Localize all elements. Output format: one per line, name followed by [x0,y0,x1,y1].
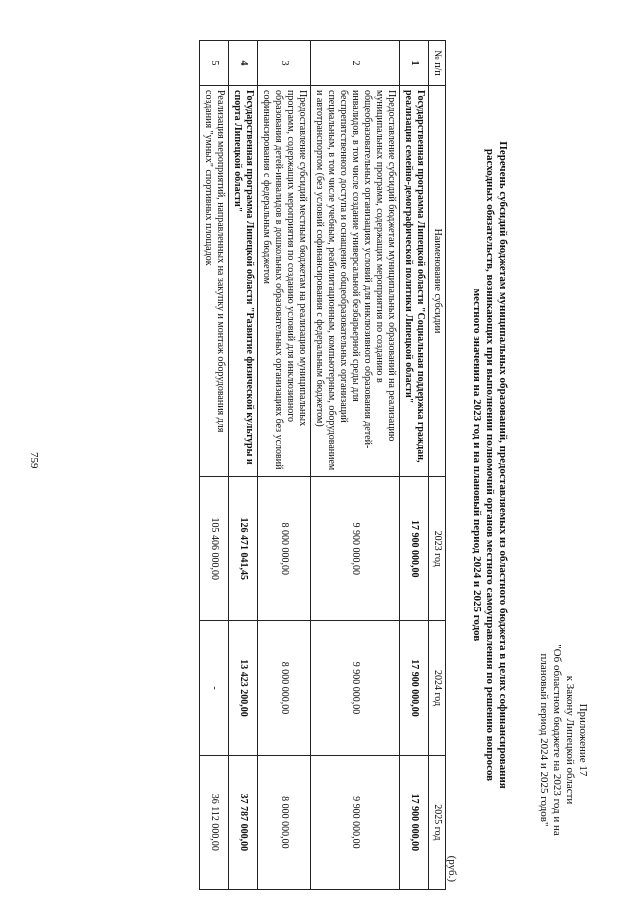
row-2025: 17 900 000,00 [400,755,429,889]
header-2025: 2025 год [429,755,446,889]
unit-label: (руб.) [446,855,458,882]
row-2024: 17 900 000,00 [400,621,429,755]
row-2025: 8 000 000,00 [258,755,311,889]
row-2024: 13 423 200,00 [229,621,258,755]
title-line-2: расходных обязательств, возникающих при выполнении полномочий органов местного самоуправления по решению вопросов [484,148,496,782]
row-2025: 36 112 000,00 [200,755,229,889]
row-number: 2 [311,41,400,86]
row-name: Предоставление субсидий местным бюджетам на реализацию муниципальных программ, содержащих мероприятия по созданию условий для инклюзивного образования детей-инвалидов в дошкольных образовательных организациях без условий софинансирования с федеральным бюджетом [258,86,311,477]
annex-line-3: "Об областном бюджете на 2023 год и на [551,644,563,836]
header-2024: 2024 год [429,621,446,755]
table-row [200,41,229,890]
row-name: Реализация мероприятий, направленных на закупку и монтаж оборудования для создания "умных" спортивных площадок [200,86,229,477]
title-line-3: местного значения на 2023 год и на плановый период 2024 и 2025 годов [471,288,483,642]
table-row [258,41,311,890]
table-row [400,41,429,890]
row-2025: 9 900 000,00 [311,755,400,889]
row-name: Предоставление субсидий бюджетам муниципальных образований на реализацию муниципальных программ, содержащих мероприятия по созданию в общеобразовательных организациях условий для инклюзивного образования детей-инвалидов, в том числе создание универсальной безбарьерной среды для беспрепятственного доступа и оснащение общеобразовательных организаций специальным, в том числе учебным, реабилитационным, компьютерным, оборудованием и автотранспортом (без условий софинансирования с федеральным бюджетом) [311,86,400,477]
annex-line-2: к Закону Липецкой области [564,675,576,805]
table-header-row [429,41,446,890]
row-2024: 8 000 000,00 [258,621,311,755]
row-number: 1 [400,41,429,86]
header-no: № п/п [429,41,446,86]
annex-line-1: Приложение 17 [577,703,589,777]
page-number: 759 [28,452,40,469]
row-2025: 37 787 000,00 [229,755,258,889]
row-2024: 9 900 000,00 [311,621,400,755]
row-name: Государственная программа Липецкой области "Развитие физической культуры и спорта Липецкой области" [229,86,258,477]
row-2023: 17 900 000,00 [400,477,429,621]
row-2023: 105 406 000,00 [200,477,229,621]
annex-line-4: плановый период 2024 и 2025 годов" [538,653,550,827]
header-2023: 2023 год [429,477,446,621]
table-row [229,41,258,890]
row-name: Государственная программа Липецкой области "Социальная поддержка граждан, реализация семейно-демографической политики Липецкой области" [400,86,429,477]
row-number: 3 [258,41,311,86]
row-2024: - [200,621,229,755]
document-title [470,40,509,890]
row-2023: 9 900 000,00 [311,477,400,621]
table-row [311,41,400,890]
annex-header [537,590,589,890]
row-number: 5 [200,41,229,86]
title-line-1: Перечень субсидий бюджетам муниципальных образований, предоставляемых из областного бюджета в целях софинансирования [497,141,509,789]
rotated-document [169,40,589,890]
header-name: Наименование субсидии [429,86,446,477]
row-2023: 126 471 041,45 [229,477,258,621]
row-2023: 8 000 000,00 [258,477,311,621]
row-number: 4 [229,41,258,86]
subsidies-table [199,40,446,890]
